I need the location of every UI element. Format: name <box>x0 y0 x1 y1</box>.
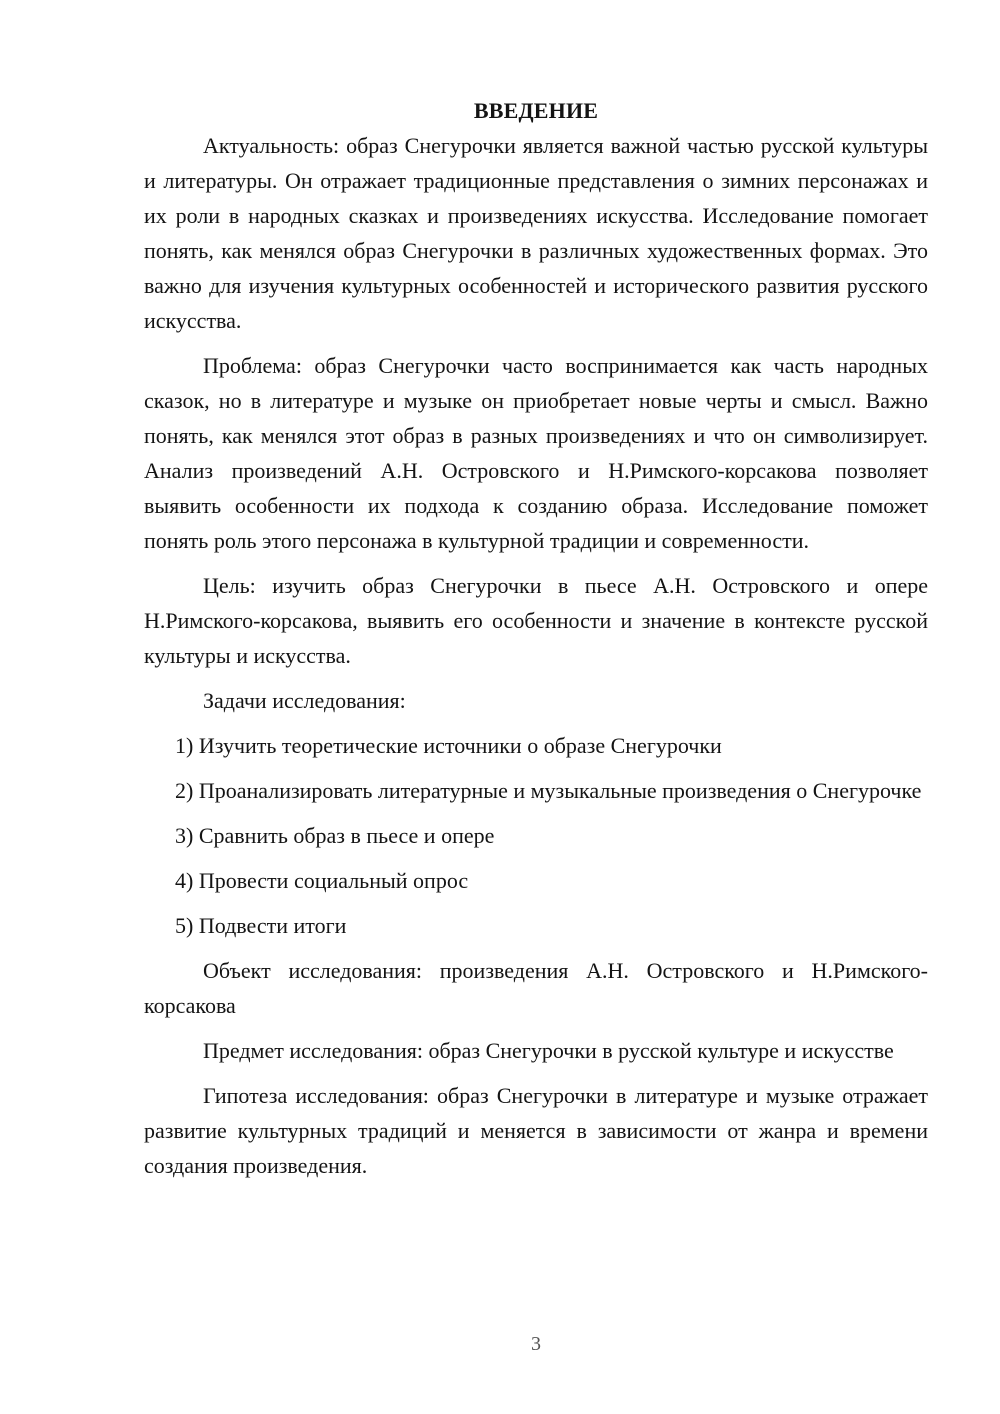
paragraph-object: Объект исследования: произведения А.Н. Островского и Н.Римского-корсакова <box>144 958 928 1018</box>
task-item-2: 2) Проанализировать литературные и музыкальные произведения о Снегурочке <box>175 778 922 803</box>
page-number: 3 <box>531 1333 541 1355</box>
document-page <box>144 94 928 1193</box>
paragraph-subject: Предмет исследования: образ Снегурочки в русской культуре и искусстве <box>203 1038 894 1063</box>
paragraph-goal: Цель: изучить образ Снегурочки в пьесе А.Н. Островского и опере Н.Римского-корсакова, выявить его особенности и значение в контексте русской культуры и искусства. <box>144 573 928 668</box>
section-heading: ВВЕДЕНИЕ <box>473 98 599 123</box>
paragraph-problem: Проблема: образ Снегурочки часто воспринимается как часть народных сказок, но в литературе и музыке он приобретает новые черты и смысл. Важно понять, как менялся этот образ в разных произведениях и что он символизирует. Анализ произведений А.Н. Островского и Н.Римского-корсакова позволяет выявить особенности их подхода к созданию образа. Исследование поможет понять роль этого персонажа в культурной традиции и современности. <box>144 353 928 553</box>
task-item-3: 3) Сравнить образ в пьесе и опере <box>175 823 495 848</box>
paragraph-hypothesis: Гипотеза исследования: образ Снегурочки в литературе и музыке отражает развитие культурных традиций и меняется в зависимости от жанра и времени создания произведения. <box>144 1083 928 1178</box>
paragraph-relevance: Актуальность: образ Снегурочки является важной частью русской культуры и литературы. Он отражает традиционные представления о зимних персонажах и их роли в народных сказках и произведениях искусства. Исследование помогает понять, как менялся образ Снегурочки в различных художественных формах. Это важно для изучения культурных особенностей и исторического развития русского искусства. <box>144 133 928 333</box>
task-item-5: 5) Подвести итоги <box>175 913 347 938</box>
paragraph-tasks-heading: Задачи исследования: <box>203 688 406 713</box>
task-item-4: 4) Провести социальный опрос <box>175 868 469 893</box>
task-item-1: 1) Изучить теоретические источники о образе Снегурочки <box>175 733 722 758</box>
